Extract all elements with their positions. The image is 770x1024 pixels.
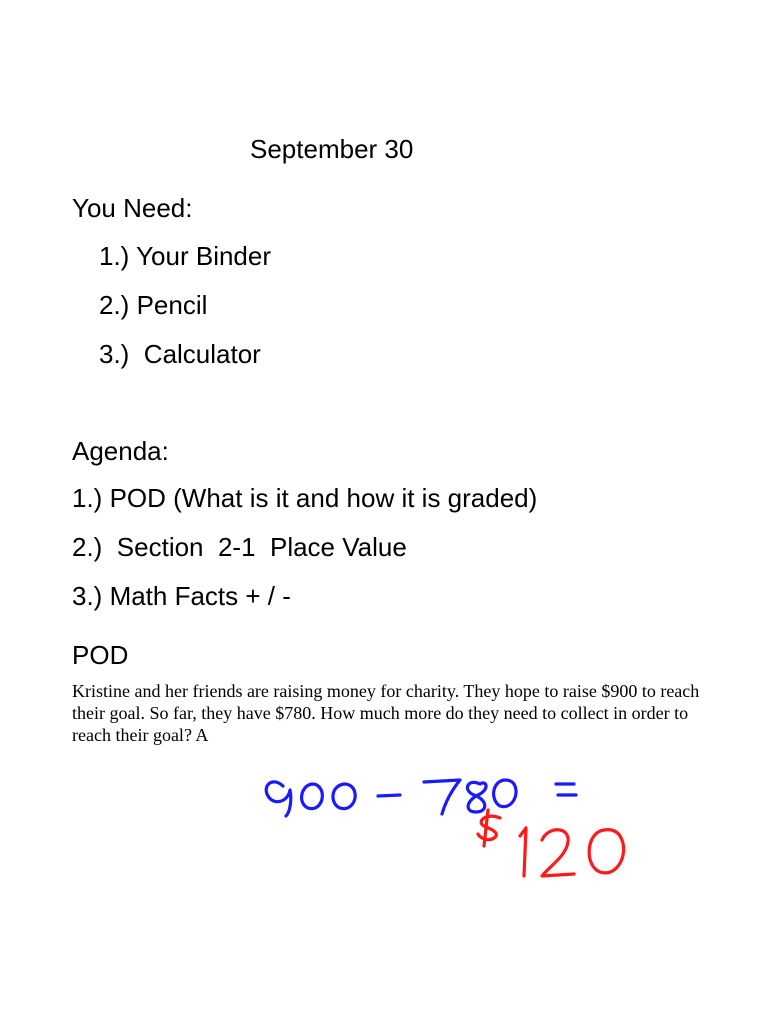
list-item: 3.) Calculator xyxy=(99,339,261,369)
list-item: 3.) Math Facts + / - xyxy=(72,581,291,611)
you-need-heading: You Need: xyxy=(72,193,193,223)
date-heading: September 30 xyxy=(250,134,414,164)
pod-question: Kristine and her friends are raising money for charity. They hope to raise $900 to reach their goal. So far, they have $780. How much more do they need to collect in order to reach their goal? A xyxy=(72,681,700,745)
pod-heading: POD xyxy=(72,640,129,670)
handwritten-equation xyxy=(266,780,576,816)
handwritten-result xyxy=(478,810,624,876)
list-item: 2.) Section 2-1 Place Value xyxy=(72,532,407,562)
list-item: 1.) Your Binder xyxy=(99,241,272,271)
list-item: 1.) POD (What is it and how it is graded) xyxy=(72,483,538,513)
agenda-heading: Agenda: xyxy=(72,436,169,466)
list-item: 2.) Pencil xyxy=(99,290,208,320)
